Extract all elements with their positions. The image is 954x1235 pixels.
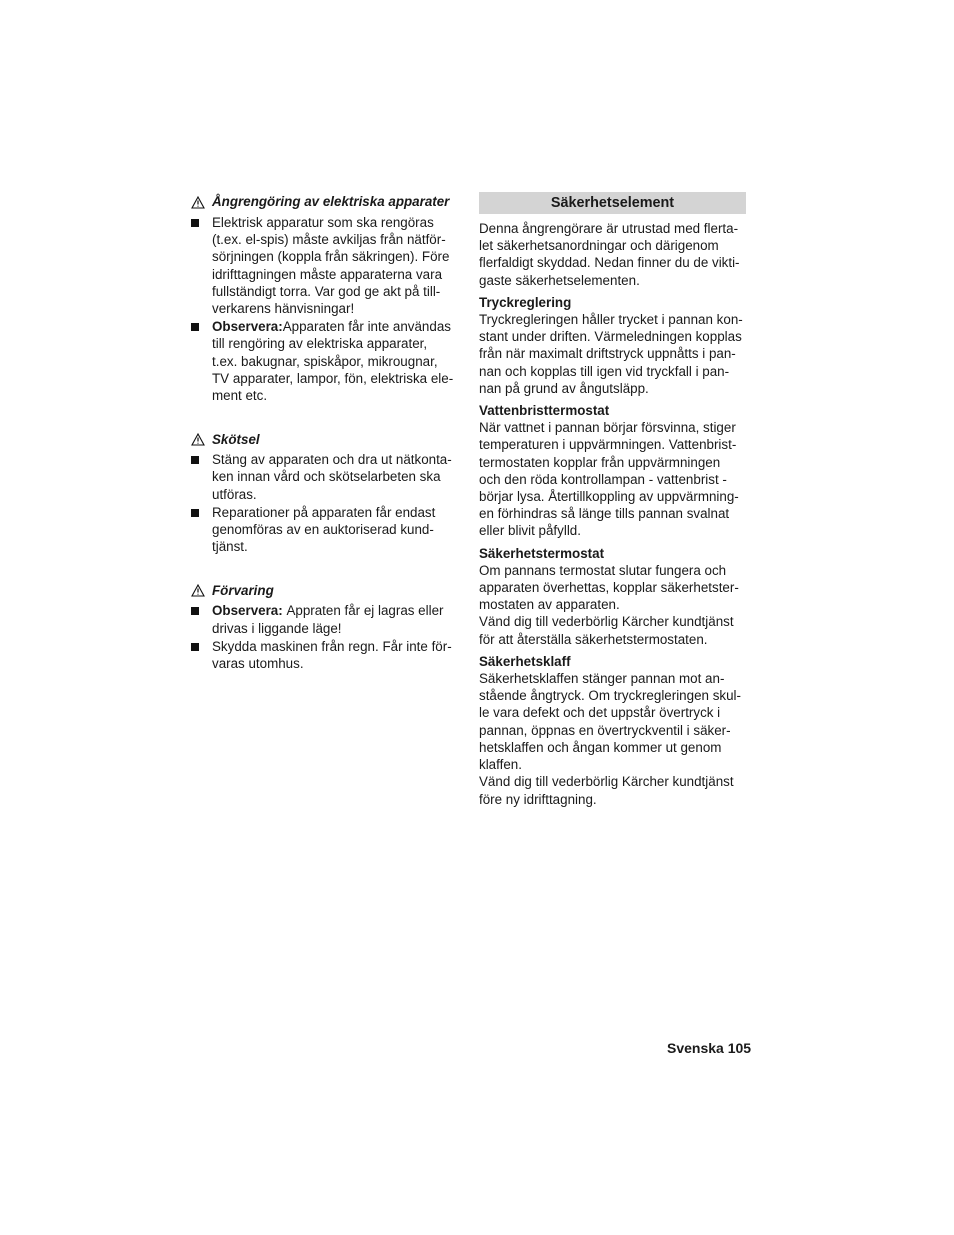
section-title: Säkerhetselement bbox=[479, 192, 746, 214]
bullet-line: genomföras av en auktoriserad kund- bbox=[212, 522, 434, 538]
subsection-line: klaffen. bbox=[479, 757, 522, 773]
right-column bbox=[479, 192, 751, 808]
bullet-line: ken innan vård och skötselarbeten ska bbox=[212, 469, 441, 485]
intro-line: Denna ångrengörare är utrustad med flerta- bbox=[479, 221, 739, 236]
intro-paragraph bbox=[479, 220, 751, 289]
subsection-line: temperaturen i uppvärmningen. Vattenbrist- bbox=[479, 437, 737, 453]
subsection-line: före ny idrifttagning. bbox=[479, 791, 597, 807]
bullet-line: fullständigt torra. Var god ge akt på till- bbox=[212, 283, 441, 299]
intro-line: flerfaldigt skyddad. Nedan finner du de vikti- bbox=[479, 255, 740, 271]
intro-line: let säkerhetsanordningar och därigenom bbox=[479, 238, 719, 254]
bullet-line: (t.ex. el-spis) måste avkiljas från nätför- bbox=[212, 232, 446, 248]
subsection-line: en förhindras så länge tills pannan svalnat bbox=[479, 506, 730, 522]
bullet-line: verkarens hänvisningar! bbox=[212, 301, 355, 317]
subsection-line: för att återställa säkerhetstermostaten. bbox=[479, 631, 708, 647]
bullet-line: sörjningen (koppla från säkringen). Före bbox=[212, 249, 450, 265]
subsection-line: Tryckregleringen håller trycket i pannan kon- bbox=[479, 312, 743, 328]
warning-heading-text: Skötsel bbox=[212, 431, 260, 447]
bullet-line: ment etc. bbox=[212, 388, 268, 404]
subsection-line: le vara defekt och det uppstår övertryck i bbox=[479, 705, 721, 721]
subsection-line: Om pannans termostat slutar fungera och bbox=[479, 562, 727, 578]
subsection-heading: Vattenbristtermostat bbox=[479, 403, 610, 419]
subsection-line: pannan, öppnas en övertryckventil i säker- bbox=[479, 722, 731, 738]
warning-triangle-icon bbox=[191, 584, 205, 597]
subsection-line: Vänd dig till vederbörlig Kärcher kundtjänst bbox=[479, 774, 734, 790]
bold-label: Observera: bbox=[212, 319, 283, 335]
bullet-square-icon bbox=[191, 643, 199, 651]
bullet-line: Stäng av apparaten och dra ut nätkonta- bbox=[212, 452, 452, 468]
subsection-line: eller blivit påfylld. bbox=[479, 523, 581, 539]
bullet-line: varas utomhus. bbox=[212, 656, 304, 672]
bullet-square-icon bbox=[191, 323, 199, 331]
bullet-square-icon bbox=[191, 456, 199, 464]
bullet-line bbox=[212, 602, 463, 619]
bullet-square-icon bbox=[191, 219, 199, 227]
subsection-heading: Säkerhetstermostat bbox=[479, 545, 605, 561]
bullet-item bbox=[191, 504, 463, 556]
bullet-text: Appraten får ej lagras eller bbox=[286, 603, 444, 619]
bullet-square-icon bbox=[191, 509, 199, 517]
subsection-line: När vattnet i pannan börjar försvinna, stiger bbox=[479, 420, 736, 436]
subsection-line: och den röda kontrollampan - vattenbrist - bbox=[479, 471, 727, 487]
bullet-line: idrifttagningen måste apparaterna vara bbox=[212, 266, 443, 282]
subsection-line: nan och kopplas till igen vid tryckfall i pan- bbox=[479, 363, 730, 379]
subsection-line: stående ångtryck. Om tryckregleringen skul- bbox=[479, 688, 741, 704]
warning-triangle-icon bbox=[191, 196, 205, 209]
bullet-item bbox=[191, 214, 463, 317]
bullet-line: Skydda maskinen från regn. Får inte för- bbox=[212, 638, 452, 654]
bullet-line bbox=[212, 318, 463, 335]
warning-heading bbox=[191, 429, 463, 449]
subsection-line: hetsklaffen och ångan kommer ut genom bbox=[479, 739, 722, 755]
subsection-line: stant under driften. Värmeledningen kopplas bbox=[479, 329, 742, 345]
warning-triangle-icon bbox=[191, 433, 205, 446]
bullet-line: drivas i liggande läge! bbox=[212, 620, 342, 636]
subsection-heading: Tryckreglering bbox=[479, 294, 572, 310]
bullet-text: Apparaten får inte användas bbox=[282, 319, 451, 335]
subsection-line: termostaten kopplar från uppvärmningen bbox=[479, 454, 721, 470]
subsection-line: mostaten av apparaten. bbox=[479, 597, 620, 613]
bold-label: Observera: bbox=[212, 603, 287, 619]
warning-heading-text: Förvaring bbox=[212, 582, 274, 598]
intro-line: gaste säkerhetselementen. bbox=[479, 272, 640, 288]
section-gap bbox=[191, 556, 463, 580]
warning-heading bbox=[191, 580, 463, 600]
bullet-item bbox=[191, 318, 463, 404]
bullet-line: till rengöring av elektriska apparater, bbox=[212, 336, 428, 352]
bullet-square-icon bbox=[191, 607, 199, 615]
bullet-item bbox=[191, 602, 463, 636]
bullet-line: t.ex. bakugnar, spiskåpor, mikrougnar, bbox=[212, 353, 438, 369]
warning-heading-text: Ångrengöring av elektriska apparater bbox=[212, 194, 450, 210]
bullet-item bbox=[191, 638, 463, 672]
bullet-line: utföras. bbox=[212, 486, 257, 502]
subsection-line: apparaten överhettas, kopplar säkerhetster- bbox=[479, 580, 739, 596]
bullet-line: Reparationer på apparaten får endast bbox=[212, 504, 436, 520]
subsections bbox=[479, 294, 751, 808]
subsection-heading: Säkerhetsklaff bbox=[479, 653, 571, 669]
warning-heading bbox=[191, 192, 463, 212]
page-footer: Svenska 105 bbox=[667, 1040, 752, 1056]
bullet-line: Elektrisk apparatur som ska rengöras bbox=[212, 215, 434, 230]
subsection-line: Vänd dig till vederbörlig Kärcher kundtjänst bbox=[479, 614, 734, 630]
section-gap bbox=[191, 405, 463, 429]
subsection-line: Säkerhetsklaffen stänger pannan mot an- bbox=[479, 671, 725, 687]
bullet-line: tjänst. bbox=[212, 539, 248, 555]
left-column bbox=[191, 192, 463, 673]
subsection-line: börjar lysa. Återtillkoppling av uppvärmning- bbox=[479, 489, 739, 505]
bullet-item bbox=[191, 451, 463, 503]
subsection-line: nan på grund av ångutsläpp. bbox=[479, 380, 649, 396]
bullet-line: TV apparater, lampor, fön, elektriska ele- bbox=[212, 370, 454, 386]
subsection-line: från när maximalt driftstryck uppnåtts i pan- bbox=[479, 346, 736, 362]
